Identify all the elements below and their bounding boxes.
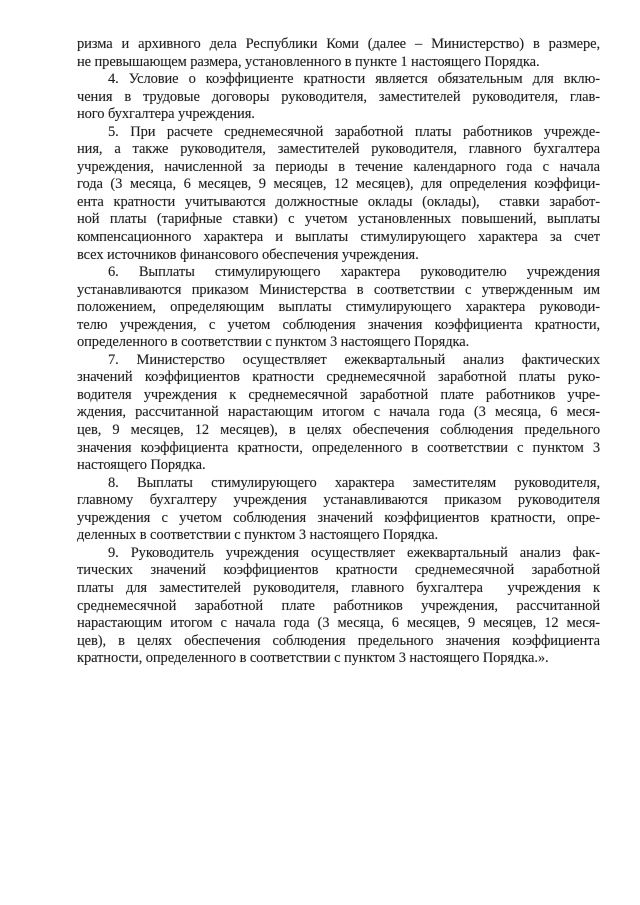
text-line: ризма и архивного дела Республики Коми (далее – Министерство) в размере, [77,36,600,52]
text-line: цев, 9 месяцев, 12 месяцев), в целях обеспечения соблюдения предельного [77,422,600,439]
text-line: ной платы (тарифные ставки) с учетом установленных повышений, выплаты [77,211,600,228]
text-line: всех источников финансового обеспечения учреждения. [77,246,419,263]
text-line: главному бухгалтеру учреждения устанавливаются приказом руководителя [77,492,600,509]
text-line: положением, определяющим выплаты стимулирующего характера руководи- [77,299,600,316]
text-block [77,36,600,668]
paragraph [77,545,600,668]
paragraph [77,36,600,71]
text-line: значений коэффициентов кратности среднемесячной заработной платы руко- [77,369,600,386]
paragraph [77,475,600,545]
text-line: нарастающим итогом с начала года (3 месяца, 6 месяцев, 9 месяцев, 12 меся- [77,615,600,632]
paragraph [77,352,600,475]
text-line: телю учреждения, с учетом соблюдения значения коэффициента кратности, [77,316,600,333]
text-line: кратности, определенного в соответствии с пунктом 3 настоящего Порядка.». [77,650,549,667]
text-line: устанавливаются приказом Министерства в соответствии с утвержденным им [77,281,600,298]
paragraph [77,124,600,264]
text-line: 7. Министерство осуществляет ежеквартальный анализ фактических [108,351,600,368]
text-line: 8. Выплаты стимулирующего характера заместителям руководителя, [108,474,600,491]
text-line: учреждения, начисленной за периоды в течение календарного года с начала [77,158,600,175]
text-line: настоящего Порядка. [77,457,206,474]
paragraph [77,264,600,352]
text-line: 6. Выплаты стимулирующего характера руководителю учреждения [108,264,600,281]
text-line: чения в трудовые договоры руководителя, заместителей руководителя, глав- [77,88,600,105]
text-line: ния, а также руководителя, заместителей руководителя, главного бухгалтера [77,141,600,158]
text-line: цев), в целях обеспечения соблюдения предельного значения коэффициента [77,632,600,649]
text-line: компенсационного характера и выплаты стимулирующего характера за счет [77,229,600,246]
text-line: ждения, рассчитанной нарастающим итогом с начала года (3 месяца, 6 меся- [77,404,600,421]
text-line: 4. Условие о коэффициенте кратности является обязательным для вклю- [108,71,600,88]
text-line: учреждения с учетом соблюдения значений коэффициентов кратности, опре- [77,509,600,526]
text-line: среднемесячной заработной плате работников учреждения, рассчитанной [77,597,600,614]
text-line: ента кратности учитываются должностные оклады (оклады), ставки заработ- [77,193,600,210]
text-line: значения коэффициента кратности, определенного в соответствии с пунктом 3 [77,439,600,456]
text-line: водителя учреждения к среднемесячной заработной плате работников учре- [77,386,600,403]
text-line: 9. Руководитель учреждения осуществляет ежеквартальный анализ фак- [108,544,600,561]
text-line: деленных в соответствии с пунктом 3 настоящего Порядка. [77,527,439,544]
text-line: года (3 месяца, 6 месяцев, 9 месяцев, 12 месяцев), для определения коэффици- [77,176,600,193]
text-line: определенного в соответствии с пунктом 3 настоящего Порядка. [77,334,470,351]
text-line: платы для заместителей руководителя, главного бухгалтера учреждения к [77,579,600,596]
text-line: 5. При расчете среднемесячной заработной платы работников учрежде- [108,123,600,140]
text-line: тических значений коэффициентов кратности среднемесячной заработной [77,562,600,579]
paragraph [77,71,600,124]
text-line: ного бухгалтера учреждения. [77,106,255,123]
text-line: не превышающем размера, установленного в пункте 1 настоящего Порядка. [77,53,540,70]
